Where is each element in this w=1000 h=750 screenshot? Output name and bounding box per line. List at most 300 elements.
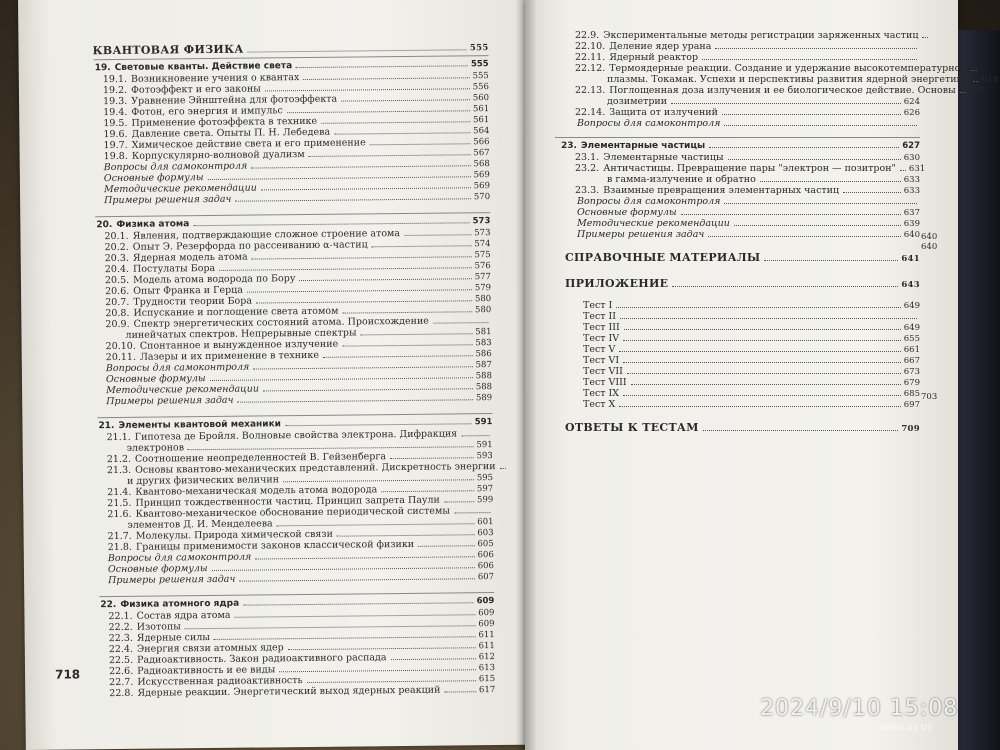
toc-number: 20.6.: [105, 285, 130, 298]
toc-leader: [261, 187, 471, 190]
toc-leader: [734, 225, 901, 226]
toc-title: Деление ядер урана: [609, 41, 712, 52]
toc-title: Явления, подтверждающие сложное строение атома: [132, 228, 401, 242]
toc-leader: [404, 234, 471, 236]
right-page: [525, 0, 999, 750]
toc-leader: [251, 165, 470, 168]
toc-title: ОТВЕТЫ К ТЕСТАМ: [565, 421, 699, 434]
toc-leader: [616, 307, 900, 308]
toc-page: 569: [473, 181, 491, 192]
toc-title: Световые кванты. Действие света: [114, 61, 293, 73]
toc-page: 611: [478, 641, 495, 652]
toc-leader: [973, 81, 979, 82]
toc-page: 574: [474, 239, 491, 250]
toc-page: 595: [476, 473, 494, 484]
toc-number: 20.7.: [105, 296, 130, 309]
toc-page: 673: [903, 367, 920, 377]
toc-page: 633: [903, 186, 920, 196]
toc-page: 591: [476, 440, 493, 451]
toc-title: Энергия связи атомных ядер: [136, 642, 284, 655]
toc-title: Испускание и поглощение света атомом: [133, 305, 339, 319]
toc-title: Физика атомного ядра: [120, 598, 240, 610]
toc-leader: [372, 245, 472, 247]
extra-page-num: 640: [921, 242, 938, 252]
toc-title: Границы применимости законов классической физики: [135, 538, 415, 553]
toc-number: 20.2.: [104, 241, 129, 254]
toc-title: Вопросы для самоконтроля: [105, 361, 250, 375]
toc-leader: [728, 159, 901, 160]
toc-title: Давление света. Опыты П. Н. Лебедева: [131, 126, 331, 140]
toc-leader: [283, 479, 474, 482]
toc-title: Тест IX: [583, 388, 620, 399]
toc-leader: [299, 278, 471, 281]
toc-number: 21.3.: [106, 464, 132, 477]
toc-page: 631: [908, 164, 926, 174]
watermark: www.ay.by: [880, 722, 933, 733]
toc-title: Гипотеза де Бройля. Волновые свойства электрона. Дифракция: [134, 428, 458, 443]
toc-leader: [624, 329, 901, 330]
toc-leader: [193, 222, 469, 226]
toc-leader: [239, 578, 474, 581]
toc-page: 570: [473, 192, 491, 203]
toc-title: Основные формулы: [103, 172, 204, 185]
toc-page: 612: [478, 652, 495, 663]
toc-number: 21.: [98, 421, 115, 432]
toc-title: Тест VIII: [583, 377, 627, 388]
toc-title: Состав ядра атома: [136, 609, 231, 622]
toc-leader: [627, 373, 901, 374]
toc-page: 626: [903, 108, 920, 118]
toc-leader: [303, 77, 469, 80]
toc-title: Постулаты Бора: [132, 262, 216, 275]
toc-test: [579, 399, 920, 411]
toc-number: 22.11.: [575, 52, 606, 63]
toc-leader: [672, 286, 898, 287]
toc-leader: [256, 300, 472, 303]
toc-number: 19.6.: [103, 128, 128, 141]
toc-page: 605: [477, 539, 494, 550]
toc-page: 609: [478, 608, 495, 619]
toc-title: Методические рекомендации: [103, 182, 257, 196]
toc-number: 19.7.: [103, 139, 128, 152]
toc-page: 568: [473, 159, 490, 170]
toc-leader: [243, 602, 473, 605]
toc-section: [575, 41, 920, 52]
toc-page: 580: [474, 305, 492, 316]
toc-leader: [900, 170, 906, 171]
toc-leader: [971, 70, 977, 71]
toc-page: 588: [475, 371, 493, 382]
toc-title: Тест VI: [583, 355, 620, 366]
toc-page: 588: [475, 382, 493, 393]
toc-leader: [461, 435, 489, 436]
toc-page: 593: [476, 451, 493, 462]
toc-title: Примеры решения задач: [106, 394, 234, 408]
toc-title: Тест X: [583, 399, 616, 410]
toc-leader: [235, 198, 470, 201]
toc-leader: [960, 92, 966, 93]
toc-number: 20.8.: [105, 307, 130, 320]
toc-page: 567: [473, 148, 490, 159]
toc-title: Основные формулы: [105, 373, 206, 386]
toc-leader: [454, 512, 490, 513]
toc-page: 573: [472, 216, 491, 227]
toc-page: 618: [981, 75, 999, 85]
toc-leader: [341, 99, 470, 101]
toc-title: Ядерные реакции. Энергетический выход ядерных реакций: [137, 684, 441, 699]
toc-page: 615: [478, 674, 496, 685]
toc-page: 697: [903, 400, 920, 410]
toc-title: Примеры решения задач: [108, 573, 236, 587]
toc-title: Примеры решения задач: [577, 229, 705, 240]
toc-leader: [623, 362, 901, 363]
toc-title: в гамма-излучение и обратно: [607, 174, 756, 185]
toc-page: 601: [477, 517, 494, 528]
toc-leader: [619, 406, 900, 407]
toc-number: 23.1.: [575, 152, 600, 163]
toc-title: элементов Д. И. Менделеева: [127, 518, 273, 531]
toc-title: Квантово-механическая модель атома водорода: [135, 484, 378, 498]
toc-title: электронов: [126, 442, 185, 454]
toc-leader: [334, 132, 470, 134]
toc-title: Радиоактивность и ее виды: [137, 664, 276, 677]
toc-title: Соотношение неопределенностей В. Гейзенберга: [134, 451, 387, 465]
toc-page: 611: [478, 630, 495, 641]
toc-chapter: [561, 141, 920, 152]
toc-number: 20.10.: [105, 340, 136, 353]
toc-title: Корпускулярно-волновой дуализм: [131, 149, 305, 162]
extra-page-num: 703: [921, 392, 938, 402]
toc-title: Модель атома водорода по Бору: [133, 273, 296, 286]
toc-title: Вопросы для самоконтроля: [107, 551, 252, 565]
toc-title: Возникновение учения о квантах: [130, 72, 300, 85]
toc-page: 597: [476, 484, 494, 495]
chapter-divider: [555, 137, 920, 138]
toc-number: 22.7.: [109, 676, 134, 689]
toc-title: Термоядерные реакции. Создание и удержание высокотемпературной: [609, 63, 967, 74]
toc-title: Вопросы для самоконтроля: [577, 196, 721, 207]
toc-title: Защита от излучений: [609, 107, 718, 118]
toc-leader: [843, 192, 901, 193]
toc-page: 583: [475, 338, 492, 349]
extra-page-num: 640: [921, 232, 938, 242]
toc-page: 573: [474, 228, 491, 239]
toc-leader: [370, 143, 471, 145]
toc-part: [561, 252, 920, 265]
toc-italic: [577, 229, 920, 241]
toc-title: Основные формулы: [107, 563, 208, 576]
toc-leader: [623, 340, 901, 341]
toc-leader: [715, 48, 917, 49]
toc-page: 591: [474, 417, 493, 428]
toc-leader: [500, 468, 506, 469]
toc-leader: [631, 384, 901, 385]
toc-leader: [703, 430, 899, 431]
toc-leader: [279, 669, 476, 672]
toc-number: 22.2.: [108, 621, 133, 634]
toc-italic: [577, 118, 920, 129]
toc-leader: [433, 322, 488, 324]
toc-page: 580: [474, 294, 492, 305]
toc-leader: [185, 625, 476, 629]
page-number: 718: [54, 667, 81, 682]
toc-leader: [296, 65, 468, 68]
toc-page: 555: [469, 43, 489, 54]
toc-title: Вопросы для самоконтроля: [103, 160, 248, 174]
toc-title: плазмы. Токамак. Успехи и перспективы развития ядерной энергетики: [607, 74, 969, 85]
toc-title: Ядерная модель атома: [132, 251, 248, 264]
toc-number: 21.8.: [107, 541, 132, 554]
toc-title: Элементарные частицы: [603, 152, 724, 163]
toc-title: Квантово-механическое обоснование периодической системы: [135, 505, 450, 520]
toc-leader: [253, 366, 472, 369]
toc-number: 19.3.: [103, 95, 128, 108]
toc-section: [575, 30, 920, 41]
toc-number: 22.5.: [108, 654, 134, 667]
toc-page: 556: [472, 82, 489, 93]
toc-title: Ядерные силы: [136, 632, 210, 644]
toc-page: 649: [903, 301, 920, 311]
toc-title: Тест II: [583, 311, 617, 322]
toc-leader: [708, 236, 900, 237]
toc-title: Физика атома: [116, 219, 190, 230]
toc-leader: [620, 318, 917, 319]
toc-page: 617: [478, 685, 496, 696]
toc-number: 22.3.: [108, 632, 133, 645]
toc-number: 20.: [96, 220, 113, 231]
toc-page: 575: [474, 250, 491, 261]
toc-number: 22.14.: [575, 107, 606, 118]
toc-number: 21.5.: [107, 497, 132, 510]
toc-page: 603: [477, 528, 494, 539]
toc-title: Элементарные частицы: [580, 141, 706, 151]
toc-leader: [219, 267, 471, 271]
toc-number: 20.9.: [105, 318, 130, 331]
toc-leader: [337, 534, 474, 536]
toc-page: 609: [478, 619, 495, 630]
toc-title: Фотон, его энергия и импульс: [131, 105, 283, 118]
toc-page: 555: [472, 71, 489, 82]
toc-leader: [709, 147, 899, 148]
toc-title: Элементы квантовой механики: [118, 419, 282, 431]
toc-page: 581: [475, 327, 492, 338]
toc-leader: [208, 176, 471, 180]
left-page: [18, 0, 536, 750]
toc-number: 22.9.: [575, 30, 600, 41]
spine-shadow: [515, 0, 537, 750]
toc-title: Взаимные превращения элементарных частиц: [603, 185, 840, 196]
toc-title: Уравнение Эйнштейна для фотоэффекта: [131, 93, 338, 107]
toc-page: 679: [903, 378, 920, 388]
toc-number: 22.1.: [108, 610, 133, 623]
toc-number: 20.1.: [104, 230, 129, 243]
toc-number: 21.1.: [106, 431, 131, 444]
toc-page: 607: [477, 572, 495, 583]
toc-number: 20.3.: [104, 252, 129, 265]
toc-title: Спонтанное и вынужденное излучение: [139, 338, 339, 352]
toc-leader: [285, 423, 472, 426]
toc-title: Примеры решения задач: [104, 193, 232, 207]
toc-leader: [619, 351, 900, 352]
toc-title: Опыт Э. Резерфорда по рассеиванию α-частиц: [132, 239, 368, 253]
toc-title: Трудности теории Бора: [133, 295, 253, 308]
toc-page: 566: [473, 137, 490, 148]
toc-number: 21.4.: [107, 486, 132, 499]
toc-leader: [277, 523, 475, 526]
toc-page: 667: [903, 356, 920, 366]
toc-number: 19.5.: [103, 117, 128, 130]
toc-title: Тест IV: [583, 333, 620, 344]
toc-leader: [342, 344, 472, 346]
toc-part: [561, 422, 920, 435]
toc-number: 21.6.: [107, 508, 132, 521]
toc-title: Тест III: [583, 322, 620, 333]
toc-leader: [722, 114, 901, 115]
toc-page: 643: [901, 280, 920, 290]
toc-page: 561: [472, 115, 490, 126]
toc-title: Тест VII: [583, 366, 623, 377]
toc-page: 630: [903, 153, 920, 163]
toc-title: Химическое действие света и его применение: [131, 137, 366, 151]
toc-page: 561: [472, 104, 490, 115]
toc-leader: [702, 59, 917, 60]
toc-page: 576: [474, 261, 491, 272]
toc-leader: [265, 88, 470, 91]
toc-leader: [444, 691, 476, 692]
toc-number: 19.8.: [103, 150, 128, 163]
toc-page: 587: [475, 360, 492, 371]
toc-number: 20.5.: [104, 274, 130, 287]
toc-title: Тест V: [583, 344, 616, 355]
toc-title: КВАНТОВАЯ ФИЗИКА: [92, 42, 244, 58]
toc-page: 579: [474, 283, 492, 294]
toc-page: 569: [473, 170, 490, 181]
toc-page: 661: [903, 345, 920, 355]
toc-page: 621: [968, 86, 985, 96]
toc-leader: [418, 545, 474, 547]
toc-number: 20.11.: [105, 351, 137, 364]
toc-title: Методические рекомендации: [106, 383, 260, 397]
toc-leader: [247, 289, 472, 292]
toc-leader: [361, 333, 473, 335]
toc-leader: [623, 395, 901, 396]
toc-page: 637: [903, 208, 920, 218]
toc-title: Античастицы. Превращение пары "электрон — позитрон": [603, 163, 896, 174]
toc-page: 560: [472, 93, 490, 104]
toc-leader: [342, 311, 472, 313]
toc-leader: [214, 636, 476, 640]
toc-page: 709: [901, 424, 920, 434]
toc-title: Спектр энергетических состояний атома. Происхождение: [133, 315, 429, 330]
toc-page: 633: [903, 175, 920, 185]
toc-page: 599: [476, 495, 494, 506]
toc-title: Молекулы. Природа химической связи: [135, 528, 333, 542]
toc-section: [575, 63, 967, 74]
toc-test: [579, 311, 920, 322]
toc-number: 19.4.: [103, 106, 128, 119]
toc-page: 685: [903, 389, 920, 399]
toc-number: 22.8.: [109, 687, 134, 700]
toc-page: 586: [475, 349, 492, 360]
toc-page: 589: [475, 393, 493, 404]
toc-page: 639: [903, 219, 920, 229]
toc-leader: [922, 37, 928, 38]
toc-page: 613: [478, 663, 496, 674]
toc-page: 649: [903, 323, 920, 333]
toc-title: и других физических величин: [126, 474, 280, 487]
toc-title: Принцип тождественности частиц. Принцип запрета Паули: [135, 494, 440, 509]
toc-number: 22.: [100, 600, 117, 611]
toc-title: Методические рекомендации: [577, 218, 730, 229]
toc-title: дозиметрии: [607, 96, 668, 107]
toc-page: 555: [470, 59, 489, 70]
toc-page: 624: [903, 97, 920, 107]
toc-leader: [724, 125, 917, 126]
toc-leader: [248, 49, 467, 52]
toc-page: 627: [902, 141, 920, 151]
toc-part: [561, 278, 920, 291]
toc-leader: [309, 154, 471, 157]
toc-leader: [188, 446, 473, 450]
toc-leader: [238, 399, 473, 402]
toc-number: 22.4.: [108, 643, 134, 656]
toc-leader: [681, 214, 901, 215]
toc-number: 22.12.: [575, 63, 606, 74]
toc-number: 20.4.: [104, 263, 130, 276]
toc-leader: [760, 181, 901, 182]
toc-page: 577: [474, 272, 491, 283]
toc-italic: [577, 196, 920, 207]
toc-leader: [390, 457, 474, 459]
toc-page: 606: [477, 561, 495, 572]
toc-number: 22.10.: [575, 41, 606, 52]
toc-section: [575, 52, 920, 63]
toc-leader: [252, 256, 472, 259]
toc-number: 19.1.: [102, 73, 128, 86]
toc-number: 21.7.: [107, 530, 132, 543]
toc-title: Поглощенная доза излучения и ее биологическое действие. Основы: [609, 85, 956, 96]
toc-page: 641: [901, 254, 920, 264]
toc-leader: [212, 567, 475, 571]
toc-title: Искусственная радиоактивность: [137, 675, 303, 688]
toc-number: 19.2.: [102, 84, 128, 97]
toc-leader: [444, 501, 474, 502]
toc-title: Изотопы: [136, 621, 181, 633]
toc-number: 23.2.: [575, 163, 600, 174]
photo-timestamp: 2024/9/10 15:08: [760, 696, 959, 721]
toc-number: 23.3.: [575, 185, 600, 196]
toc-leader: [235, 614, 476, 618]
toc-title: Ядерный реактор: [609, 52, 699, 63]
toc-leader: [724, 203, 917, 204]
toc-leader: [255, 556, 474, 559]
toc-title: Фотоэффект и его законы: [131, 83, 261, 96]
toc-title: Опыт Франка и Герца: [133, 284, 243, 297]
toc-leader: [263, 388, 473, 391]
toc-leader: [323, 355, 473, 358]
toc-title: Основные формулы: [577, 207, 677, 218]
toc-page: 640: [903, 230, 920, 240]
toc-leader: [288, 647, 476, 650]
toc-number: 22.13.: [575, 85, 606, 96]
toc-page: 564: [473, 126, 490, 137]
toc-title: Вопросы для самоконтроля: [577, 118, 721, 129]
toc-title: Основы квантово-механических представлений. Дискретность энергии: [135, 461, 496, 476]
book-cover-edge: [955, 30, 1000, 750]
toc-leader: [307, 680, 476, 683]
toc-title: СПРАВОЧНЫЕ МАТЕРИАЛЫ: [565, 251, 761, 264]
toc-title: Применение фотоэффекта в технике: [131, 115, 318, 129]
